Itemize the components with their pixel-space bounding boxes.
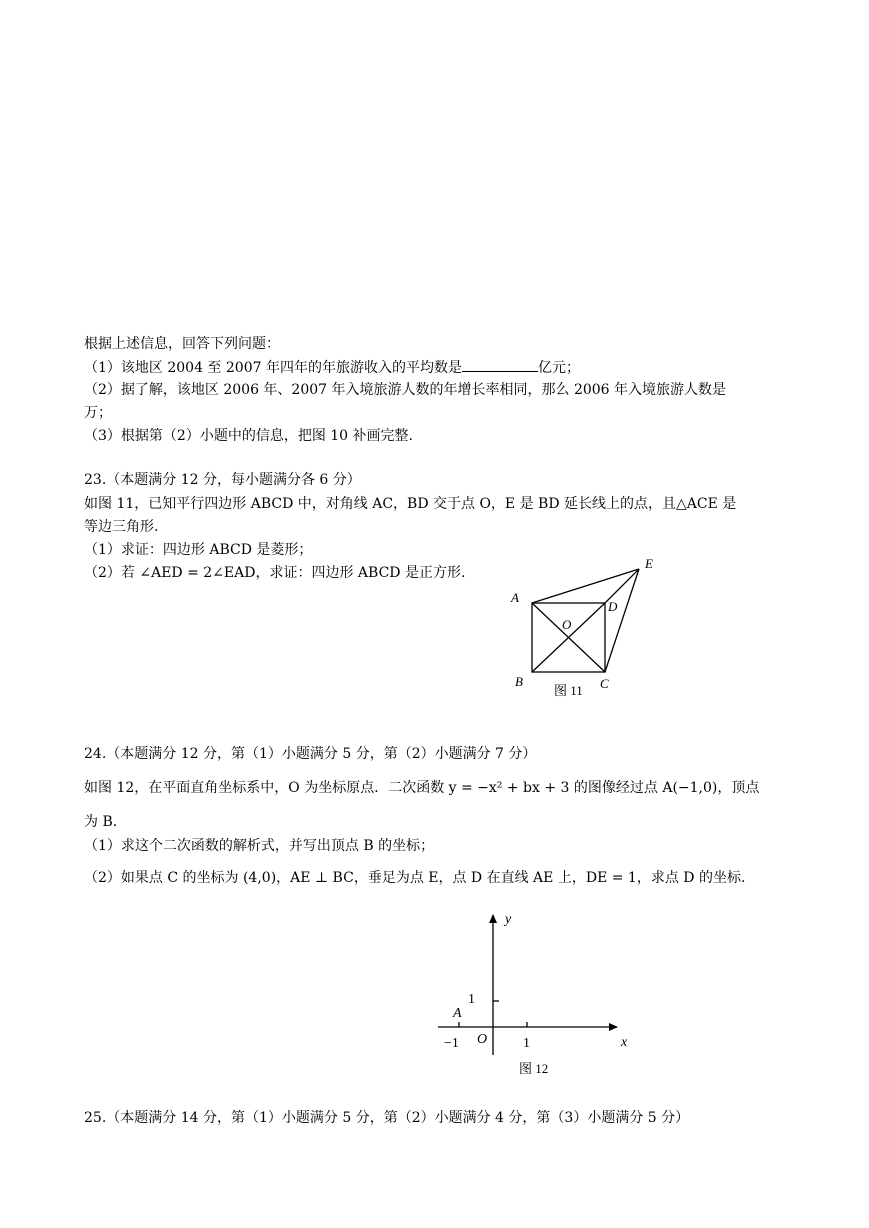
answer-blank	[462, 357, 538, 372]
q24-statement: 如图 12，在平面直角坐标系中，O 为坐标原点．二次函数 y = −x² + bx + 3 的图像经过点 A(−1,0)，顶点	[84, 780, 760, 796]
segment-ae	[532, 569, 639, 603]
q22-part3: （3）根据第（2）小题中的信息，把图 10 补画完整.	[84, 428, 413, 444]
label-a: A	[511, 590, 519, 605]
x-axis-label: x	[621, 1035, 628, 1050]
figure-11-caption: 图 11	[554, 683, 583, 698]
q22-part1	[84, 357, 580, 378]
x-tick-label: 1	[523, 1036, 530, 1051]
q22-part1-unit: 亿元；	[537, 360, 580, 376]
origin-label: O	[477, 1032, 488, 1047]
y-axis-label: y	[505, 912, 512, 927]
x-tick-neg-label: −1	[444, 1036, 459, 1051]
q23-part2: （2）若 ∠AED = 2∠EAD，求证：四边形 ABCD 是正方形.	[84, 565, 466, 581]
figure-11	[500, 550, 680, 700]
label-e: E	[645, 556, 653, 571]
q23-header: 23.（本题满分 12 分，每小题满分各 6 分）	[84, 472, 361, 488]
q22-part1-text: （1）该地区 2004 至 2007 年四年的年旅游收入的平均数是	[84, 360, 462, 376]
q24-part2: （2）如果点 C 的坐标为 (4,0)，AE ⊥ BC，垂足为点 E，点 D 在直线 AE 上，DE = 1，求点 D 的坐标.	[84, 870, 746, 886]
label-o: O	[562, 617, 572, 632]
y-tick-label: 1	[468, 992, 475, 1007]
point-a-label: A	[453, 1006, 462, 1021]
q22-part2-cont: 万；	[84, 405, 112, 421]
figure-12-caption: 图 12	[519, 1061, 549, 1076]
label-b: B	[515, 674, 523, 689]
q23-statement: 如图 11，已知平行四边形 ABCD 中，对角线 AC，BD 交于点 O，E 是 BD 延长线上的点，且△ACE 是	[84, 496, 737, 512]
q24-statement-cont: 为 B．	[84, 814, 127, 830]
q22-part2: （2）据了解，该地区 2006 年、2007 年入境旅游人数的年增长率相同，那么 2006 年入境旅游人数是	[84, 382, 727, 398]
q23-statement-cont: 等边三角形.	[84, 519, 159, 535]
label-d: D	[608, 599, 618, 614]
figure-12	[430, 905, 640, 1080]
q22-intro: 根据上述信息，回答下列问题：	[84, 336, 280, 352]
q23-part1: （1）求证：四边形 ABCD 是菱形；	[84, 542, 313, 558]
q25-header: 25.（本题满分 14 分，第（1）小题满分 5 分，第（2）小题满分 4 分，第（3）小题满分 5 分）	[84, 1110, 690, 1126]
label-c: C	[600, 676, 609, 691]
q24-header: 24.（本题满分 12 分，第（1）小题满分 5 分，第（2）小题满分 7 分）	[84, 746, 537, 762]
segment-ce	[605, 569, 639, 672]
q24-part1: （1）求这个二次函数的解析式，并写出顶点 B 的坐标；	[84, 838, 435, 854]
